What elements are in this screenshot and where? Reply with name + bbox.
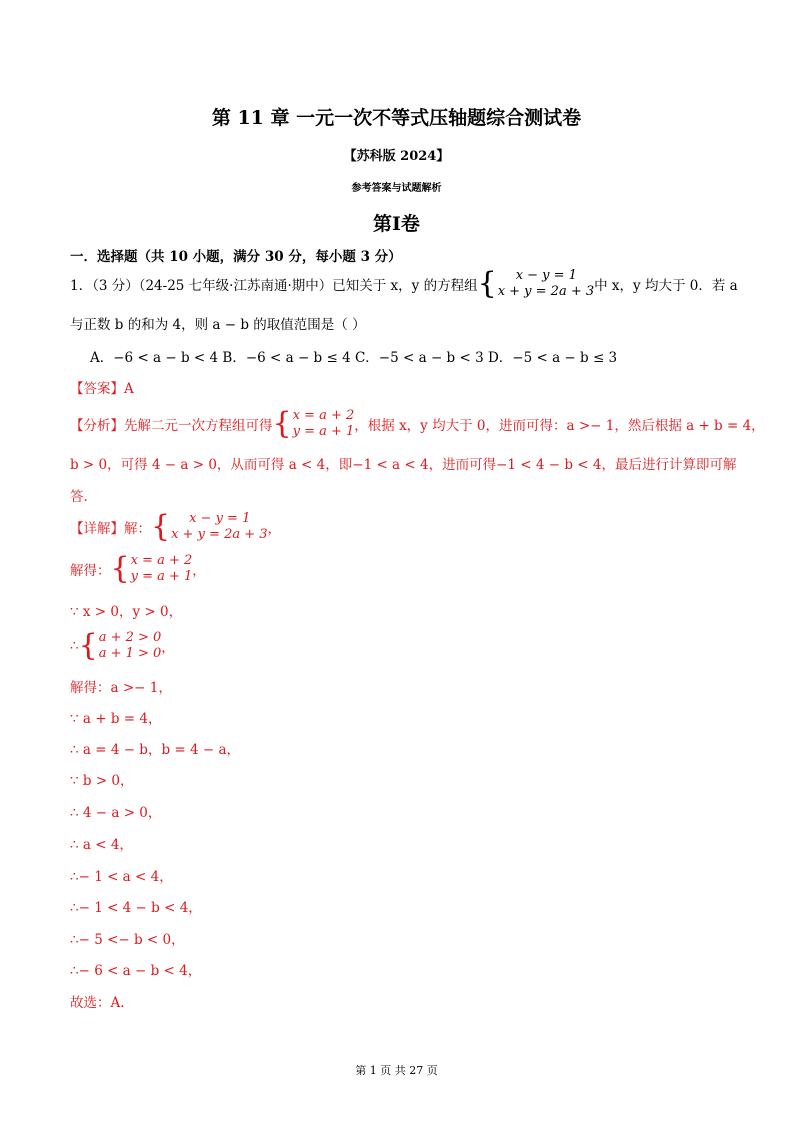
detail-step: ∴ a = 4 − b，b = 4 − a， <box>70 742 241 758</box>
detail-step: ∴− 1 < a < 4， <box>70 869 173 885</box>
solution-system <box>111 553 193 585</box>
comma: ， <box>161 640 175 656</box>
detail-line1 <box>70 511 281 543</box>
edition-label: 【苏科版 2024】 <box>343 149 450 164</box>
page-footer: 第 1 页 共 27 页 <box>355 1064 438 1077</box>
inequality-row: a + 2 > 0 <box>98 630 162 645</box>
question-stem-end: 中 x，y 均大于 0．若 a <box>594 278 738 294</box>
detail-equation-system <box>151 511 268 543</box>
brace-symbol: { <box>78 628 98 663</box>
brace-symbol: { <box>272 406 292 441</box>
brace-symbol: { <box>477 266 497 301</box>
solve-label: 解得： <box>70 563 111 579</box>
comma: ， <box>192 563 206 579</box>
equation-row: x − y = 1 <box>515 268 577 283</box>
detail-label: 【详解】解： <box>70 521 151 537</box>
answer-label: 【答案】A <box>70 381 134 397</box>
therefore-symbol: ∴ <box>70 638 79 654</box>
equation-row: y = a + 1 <box>292 424 355 439</box>
detail-solve-line <box>70 553 206 585</box>
detail-step: ∴ 4 − a > 0， <box>70 805 162 821</box>
comma: ， <box>267 521 282 537</box>
answer-note: 参考答案与试题解析 <box>351 183 442 194</box>
detail-step: ∴− 6 < a − b < 4， <box>70 963 202 979</box>
analysis-end: ，根据 x，y 均大于 0，进而可得：a >− 1，然后根据 a + b = 4， <box>354 418 765 434</box>
analysis-equation-system <box>273 408 355 440</box>
analysis-start: 【分析】先解二元一次方程组可得 <box>70 418 273 434</box>
detail-step: 解得：a >− 1， <box>70 680 172 696</box>
detail-step: ∴ a < 4， <box>70 837 133 853</box>
brace-symbol: { <box>151 509 171 544</box>
question-1-line1 <box>70 268 738 300</box>
question-stem-start: 1．（3 分）（24-25 七年级·江苏南通·期中）已知关于 x，y 的方程组 <box>70 278 478 294</box>
question-equation-system <box>478 268 595 300</box>
equation-row: y = a + 1 <box>130 569 193 584</box>
inequality-system <box>79 630 162 662</box>
detail-step: ∵ b > 0， <box>70 773 134 789</box>
detail-inequality-line <box>70 630 175 662</box>
equation-row: x + y = 2a + 3 <box>171 527 268 542</box>
question-1-line2: 与正数 b 的和为 4，则 a − b 的取值范围是（ ） <box>70 317 366 333</box>
analysis-line1 <box>70 408 765 440</box>
equation-row: x + y = 2a + 3 <box>497 284 595 299</box>
detail-step: ∴− 5 <− b < 0， <box>70 932 185 948</box>
equation-row: x = a + 2 <box>130 553 193 568</box>
analysis-line3: 答. <box>70 489 88 505</box>
detail-step: ∵ x > 0，y > 0， <box>70 604 183 620</box>
detail-step: ∵ a + b = 4， <box>70 711 162 727</box>
detail-conclusion: 故选：A. <box>70 995 125 1011</box>
section-heading: 一．选择题（共 10 小题，满分 30 分，每小题 3 分） <box>70 249 402 265</box>
equation-row: x − y = 1 <box>189 511 251 526</box>
analysis-line2: b > 0，可得 4 − a > 0，从而可得 a < 4，即−1 < a < 4，进而可得−1 < 4 − b < 4，最后进行计算即可解 <box>70 457 737 473</box>
volume-heading: 第Ⅰ卷 <box>373 213 420 235</box>
inequality-row: a + 1 > 0 <box>98 646 162 661</box>
brace-symbol: { <box>110 551 130 586</box>
question-options: A．−6 < a − b < 4 B．−6 < a − b ≤ 4 C．−5 < a − b < 3 D．−5 < a − b ≤ 3 <box>90 350 618 366</box>
equation-row: x = a + 2 <box>292 408 355 423</box>
detail-step: ∴− 1 < 4 − b < 4， <box>70 900 202 916</box>
page-title: 第 11 章 一元一次不等式压轴题综合测试卷 <box>211 107 582 129</box>
